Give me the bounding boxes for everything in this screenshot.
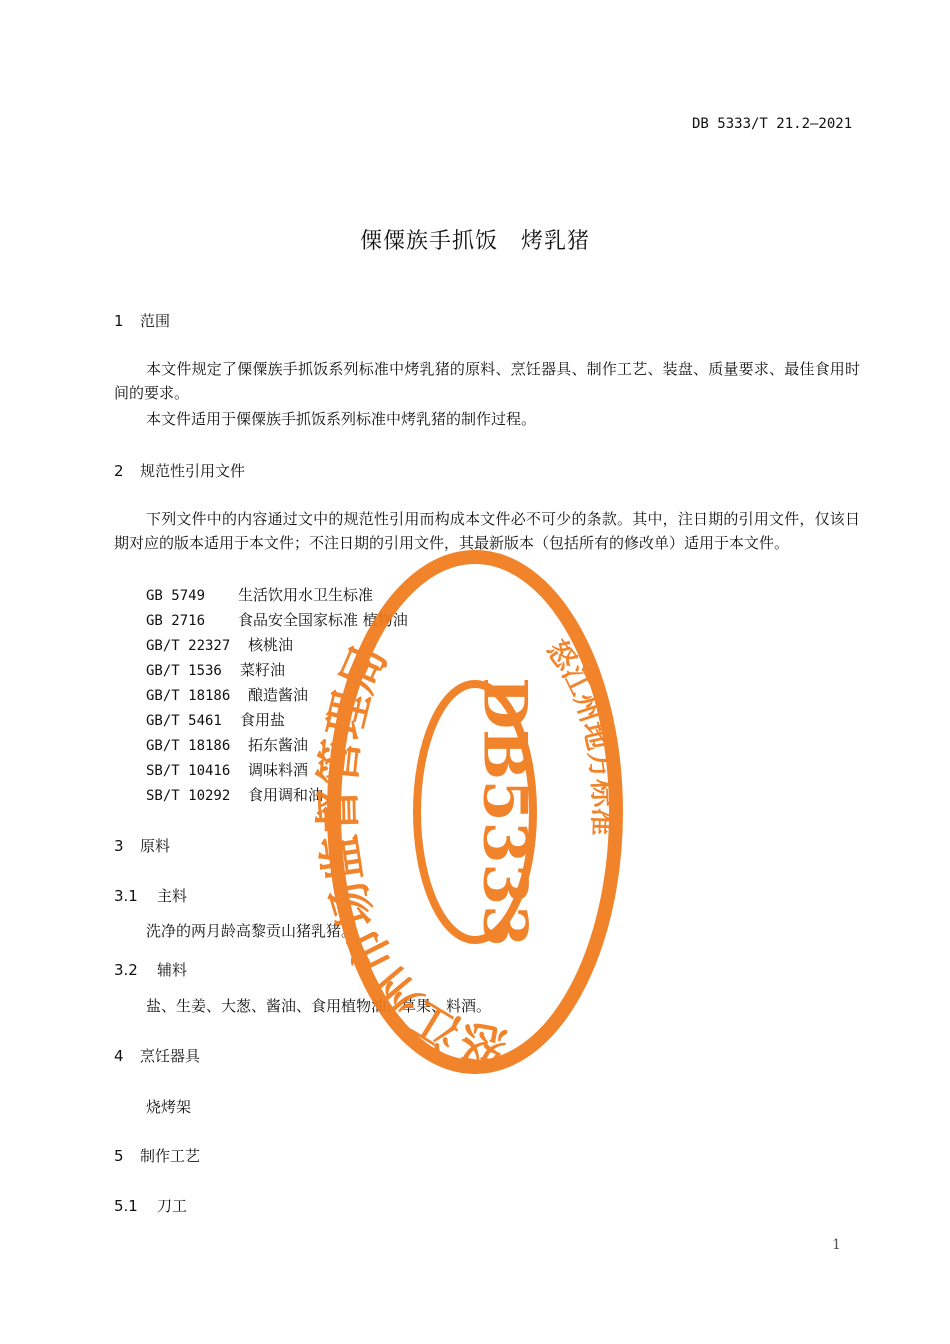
reference-name: 拓东酱油 (248, 736, 309, 754)
cooking-tool-text: 烧烤架 (146, 1098, 192, 1116)
section-5-heading (114, 1145, 200, 1166)
reference-code: SB/T 10416 (146, 763, 231, 779)
section-number: 2 (114, 462, 124, 480)
reference-name: 核桃油 (248, 636, 294, 654)
reference-item (146, 584, 373, 605)
reference-item (146, 759, 308, 780)
auxiliary-ingredient-text: 盐、生姜、大葱、酱油、食用植物油、草果、料酒。 (146, 997, 492, 1015)
reference-name: 食用调和油 (248, 786, 324, 804)
section-2-intro: 下列文件中的内容通过文中的规范性引用而构成本文件必不可少的条款。其中，注日期的引用文件，仅该日期对应的版本适用于本文件；不注日期的引用文件，其最新版本（包括所有的修改单）适用于本文件。 (114, 510, 860, 552)
reference-item (146, 734, 308, 755)
section-title: 原料 (140, 837, 171, 855)
reference-item (146, 634, 293, 655)
reference-code: GB 5749 (146, 588, 206, 604)
reference-name: 调味料酒 (248, 761, 309, 779)
section-title: 范围 (140, 312, 171, 330)
subsection-3-2-heading (114, 959, 187, 980)
section-1-heading (114, 310, 170, 331)
reference-name: 食用盐 (240, 711, 286, 729)
reference-item (146, 709, 285, 730)
reference-name: 生活饮用水卫生标准 (238, 586, 374, 604)
reference-item (146, 684, 308, 705)
reference-code: GB/T 1536 (146, 663, 222, 679)
subsection-number: 3.2 (114, 961, 138, 979)
section-number: 3 (114, 837, 124, 855)
seal-inner-text: DB5333 (469, 677, 540, 947)
reference-code: SB/T 10292 (146, 788, 231, 804)
subsection-5-1-heading (114, 1195, 187, 1216)
reference-name: 酿造酱油 (248, 686, 309, 704)
subsection-3-1-heading (114, 885, 187, 906)
section-3-heading (114, 835, 170, 856)
reference-item (146, 659, 285, 680)
subsection-title: 辅料 (157, 961, 188, 979)
seal-outer-text: 怒江州市场监督管理局 (310, 636, 512, 1075)
reference-name: 食品安全国家标准 植物油 (238, 611, 408, 629)
reference-code: GB/T 18186 (146, 738, 231, 754)
section-1-paragraph-1: 本文件规定了傈僳族手抓饭系列标准中烤乳猪的原料、烹饪器具、制作工艺、装盘、质量要求、最佳食用时间的要求。 (114, 360, 860, 402)
reference-code: GB/T 22327 (146, 638, 231, 654)
subsection-title: 刀工 (157, 1197, 188, 1215)
section-title: 制作工艺 (140, 1147, 201, 1165)
section-number: 4 (114, 1047, 124, 1065)
section-number: 5 (114, 1147, 124, 1165)
section-number: 1 (114, 312, 124, 330)
section-title: 烹饪器具 (140, 1047, 201, 1065)
subsection-number: 3.1 (114, 887, 138, 905)
subsection-number: 5.1 (114, 1197, 138, 1215)
section-2-heading (114, 460, 245, 481)
reference-item (146, 609, 408, 630)
seal-inner-ring (417, 684, 533, 940)
section-title: 规范性引用文件 (140, 462, 246, 480)
section-1-paragraph-2: 本文件适用于傈僳族手抓饭系列标准中烤乳猪的制作过程。 (146, 410, 537, 428)
section-4-heading (114, 1045, 200, 1066)
seal-outer-ring (334, 557, 616, 1067)
subsection-title: 主料 (157, 887, 188, 905)
page-title: 傈僳族手抓饭 烤乳猪 (360, 229, 591, 254)
reference-code: GB/T 5461 (146, 713, 222, 729)
page-number: 1 (832, 1237, 841, 1253)
reference-code: GB/T 18186 (146, 688, 231, 704)
main-ingredient-text: 洗净的两月龄高黎贡山猪乳猪。 (146, 922, 357, 940)
seal-right-text: 怒江州地方标准 (539, 634, 621, 837)
reference-code: GB 2716 (146, 613, 206, 629)
document-number: DB 5333/T 21.2—2021 (692, 116, 853, 132)
reference-name: 菜籽油 (240, 661, 286, 679)
reference-item (146, 784, 323, 805)
